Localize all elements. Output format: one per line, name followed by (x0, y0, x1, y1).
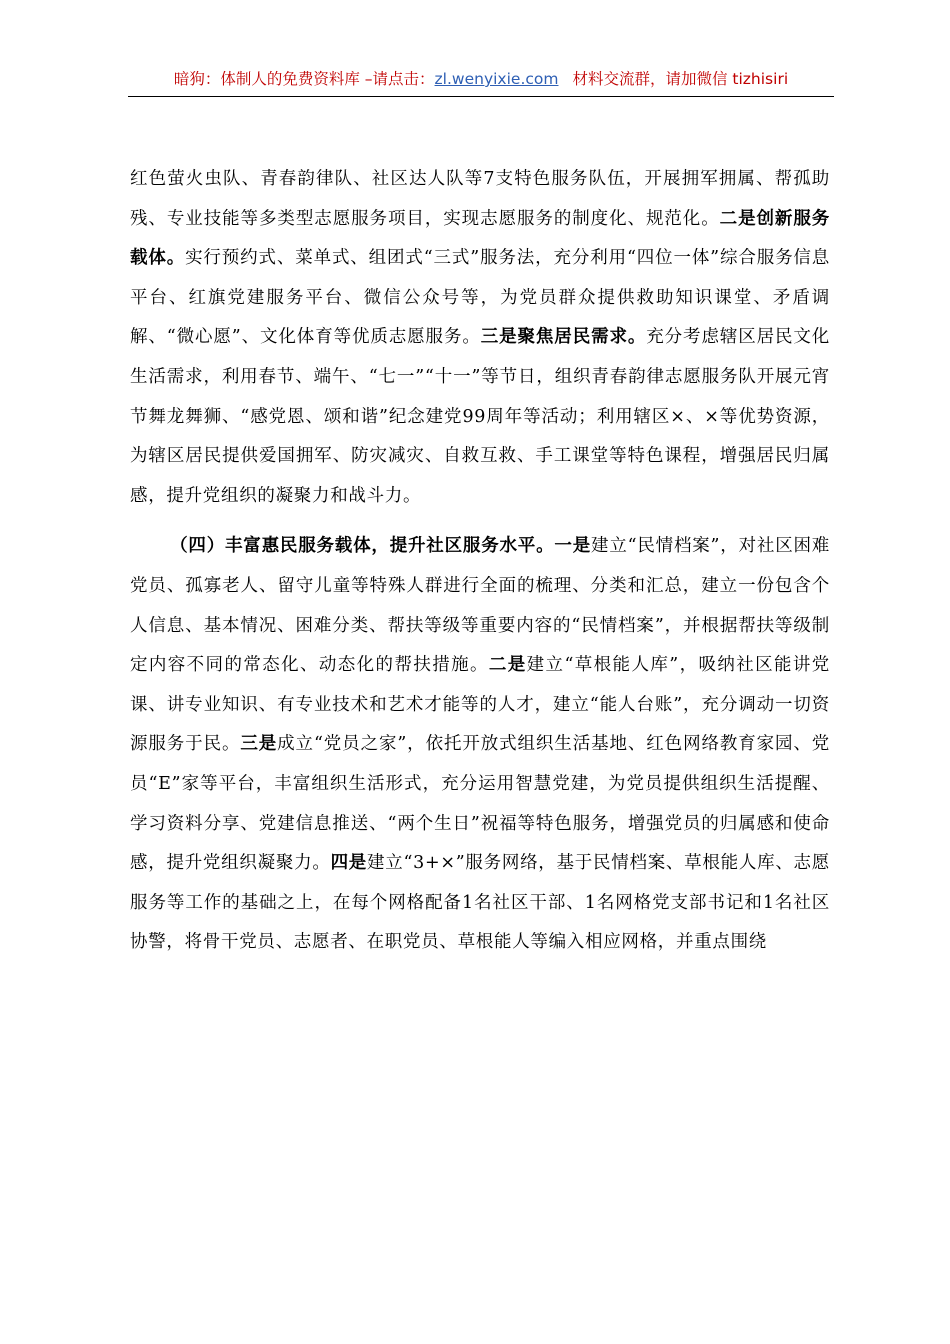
p2-keyword-3: 三是 (240, 734, 278, 755)
p2-keyword-1: 一是 (554, 536, 592, 557)
p1-heading-3: 三是聚焦居民需求。 (480, 327, 647, 348)
p1-heading-2: 二是创新服务载体。 (130, 208, 830, 269)
p2-keyword-4: 四是 (330, 853, 368, 874)
p2-keyword-2: 二是 (488, 655, 527, 676)
p1-sentence-3: 充分考虑辖区居民文化生活需求，利用春节、端午、“七一”“十一”等节日，组织青春韵律志愿服务队开展元宵节舞龙舞狮、“感党恩、颂和谐”纪念建党99周年等活动；利用辖区×、×等优势资源，为辖区居民提供爱国拥军、防灾减灾、自救互救、手工课堂等特色课程，增强居民归属感，提升党组织的凝聚力和战斗力。 (130, 327, 830, 506)
paragraph-community-services (130, 527, 830, 963)
page-header (128, 62, 834, 96)
p2-sentence-3: 成立“党员之家”，依托开放式组织生活基地、红色网络教育家园、党员“E”家等平台，丰富组织生活形式，充分运用智慧党建，为党员提供组织生活提醒、学习资料分享、党建信息推送、“两个生日”祝福等特色服务，增强党员的归属感和使命感，提升党组织凝聚力。 (130, 734, 831, 874)
document-body (130, 160, 830, 963)
header-divider (128, 96, 834, 97)
p2-sentence-2: 建立“草根能人库”，吸纳社区能讲党课、讲专业知识、有专业技术和艺术才能等的人才，建立“能人台账”，充分调动一切资源服务于民。 (130, 655, 830, 755)
p1-sentence-1: 红色萤火虫队、青春韵律队、社区达人队等7支特色服务队伍，开展拥军拥属、帮孤助残、专业技能等多类型志愿服务项目，实现志愿服务的制度化、规范化。 (130, 169, 830, 229)
p2-sentence-1: 建立“民情档案”，对社区困难党员、孤寡老人、留守儿童等特殊人群进行全面的梳理、分类和汇总，建立一份包含个人信息、基本情况、困难分类、帮扶等级等重要内容的“民情档案”，并根据帮扶等级制定内容不同的常态化、动态化的帮扶措施。 (130, 536, 831, 676)
header-prefix: 暗狗：体制人的免费资料库 –请点击： (173, 70, 435, 88)
header-suffix: 材料交流群，请加微信 tizhisiri (572, 70, 789, 88)
paragraph-volunteer-services (130, 160, 830, 516)
section-heading-4: （四）丰富惠民服务载体，提升社区服务水平。 (170, 536, 555, 557)
p1-sentence-2: 实行预约式、菜单式、组团式“三式”服务法，充分利用“四位一体”综合服务信息平台、红旗党建服务平台、微信公众号等，为党员群众提供救助知识课堂、矛盾调解、“微心愿”、文化体育等优质志愿服务。 (130, 248, 830, 348)
header-link[interactable]: zl.wenyixie.com (434, 70, 559, 88)
p2-sentence-4: 建立“3+×”服务网络，基于民情档案、草根能人库、志愿服务等工作的基础之上，在每个网格配备1名社区干部、1名网格党支部书记和1名社区协警，将骨干党员、志愿者、在职党员、草根能人等编入相应网格，并重点围绕 (130, 853, 830, 953)
